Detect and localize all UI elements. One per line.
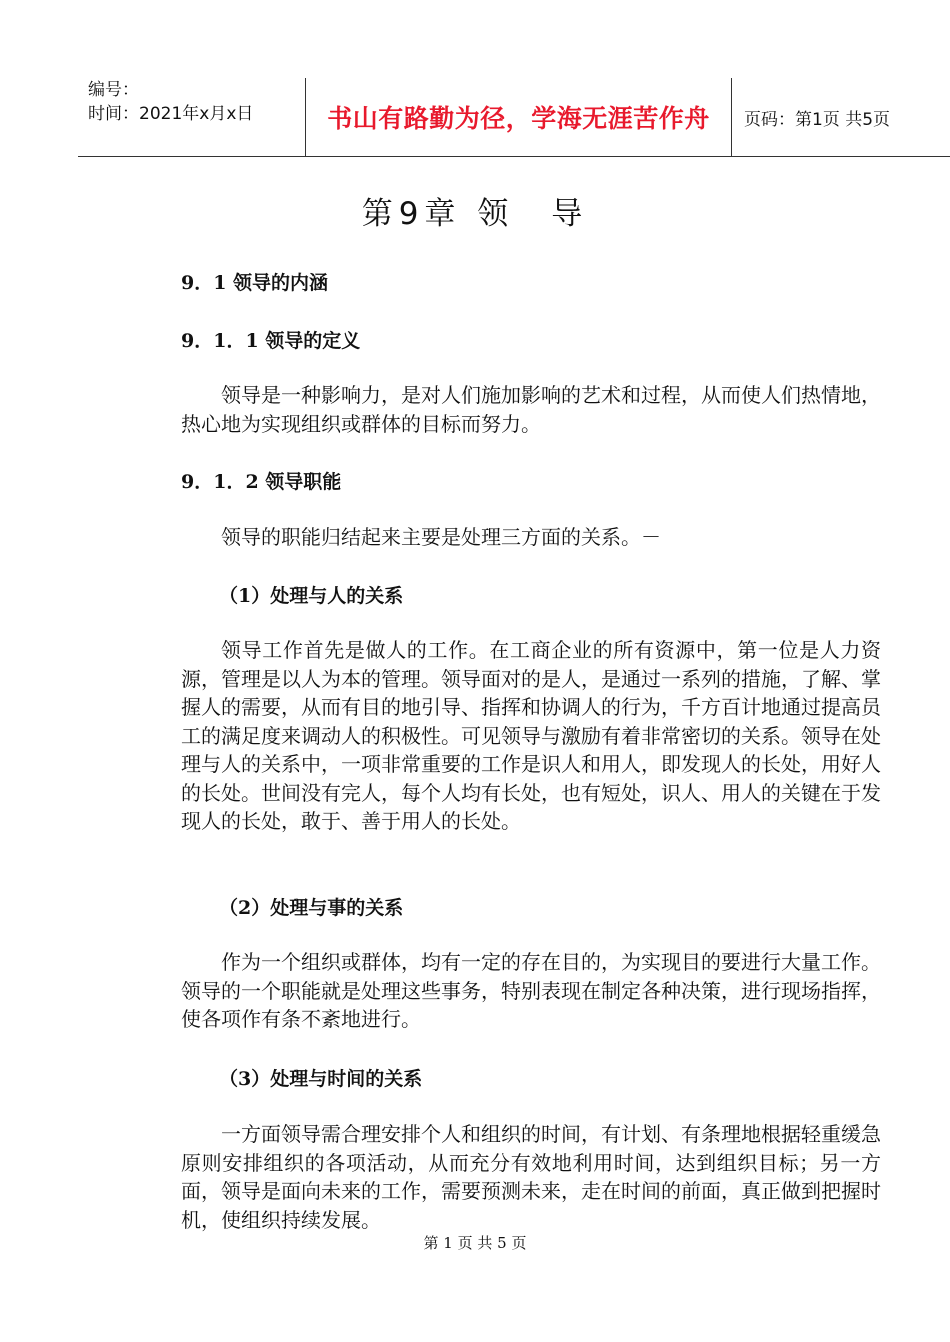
subheading-people: （1）处理与人的关系 <box>219 585 404 607</box>
paragraph-affairs: 作为一个组织或群体，均有一定的存在目的，为实现目的要进行大量工作。领导的一个职能就是处理这些事务，特别表现在制定各种决策，进行现场指挥，使各项作有条不紊地进行。 <box>181 950 881 1031</box>
page-header <box>78 78 950 157</box>
section-heading-9-1: 9．1 领导的内涵 <box>181 272 329 294</box>
document-number: 编号： <box>88 80 139 100</box>
document-time: 时间：2021年x月x日 <box>88 104 254 124</box>
paragraph-functions: 领导的职能归结起来主要是处理三方面的关系。－ <box>221 525 661 549</box>
section-heading-9-1-1: 9．1．1 领导的定义 <box>181 330 361 352</box>
paragraph-definition: 领导是一种影响力，是对人们施加影响的艺术和过程，从而使人们热情地，热心地为实现组织或群体的目标而努力。 <box>181 383 881 436</box>
header-page-info: 页码：第1页 共5页 <box>744 109 891 130</box>
paragraph-time: 一方面领导需合理安排个人和组织的时间，有计划、有条理地根据轻重缓急原则安排组织的各项活动，从而充分有效地利用时间，达到组织目标；另一方面，领导是面向未来的工作，需要预测未来，走在时间的前面，真正做到把握时机，使组织持续发展。 <box>181 1122 881 1232</box>
subheading-affairs: （2）处理与事的关系 <box>219 897 404 919</box>
subheading-time: （3）处理与时间的关系 <box>219 1068 423 1090</box>
chapter-title: 第9章 领 导 <box>361 196 589 232</box>
header-motto: 书山有路勤为径，学海无涯苦作舟 <box>306 78 732 156</box>
paragraph-people: 领导工作首先是做人的工作。在工商企业的所有资源中，第一位是人力资源，管理是以人为本的管理。领导面对的是人，是通过一系列的措施，了解、掌握人的需要，从而有目的地引导、指挥和协调人的行为，千方百计地通过提高员工的满足度来调动人的积极性。可见领导与激励有着非常密切的关系。领导在处理与人的关系中，一项非常重要的工作是识人和用人，即发现人的长处，用好人的长处。世间没有完人，每个人均有长处，也有短处，识人、用人的关键在于发现人的长处，敢于、善于用人的长处。 <box>181 638 881 833</box>
page-footer: 第 1 页 共 5 页 <box>423 1234 527 1252</box>
header-meta <box>78 78 306 156</box>
section-heading-9-1-2: 9．1．2 领导职能 <box>181 471 342 493</box>
